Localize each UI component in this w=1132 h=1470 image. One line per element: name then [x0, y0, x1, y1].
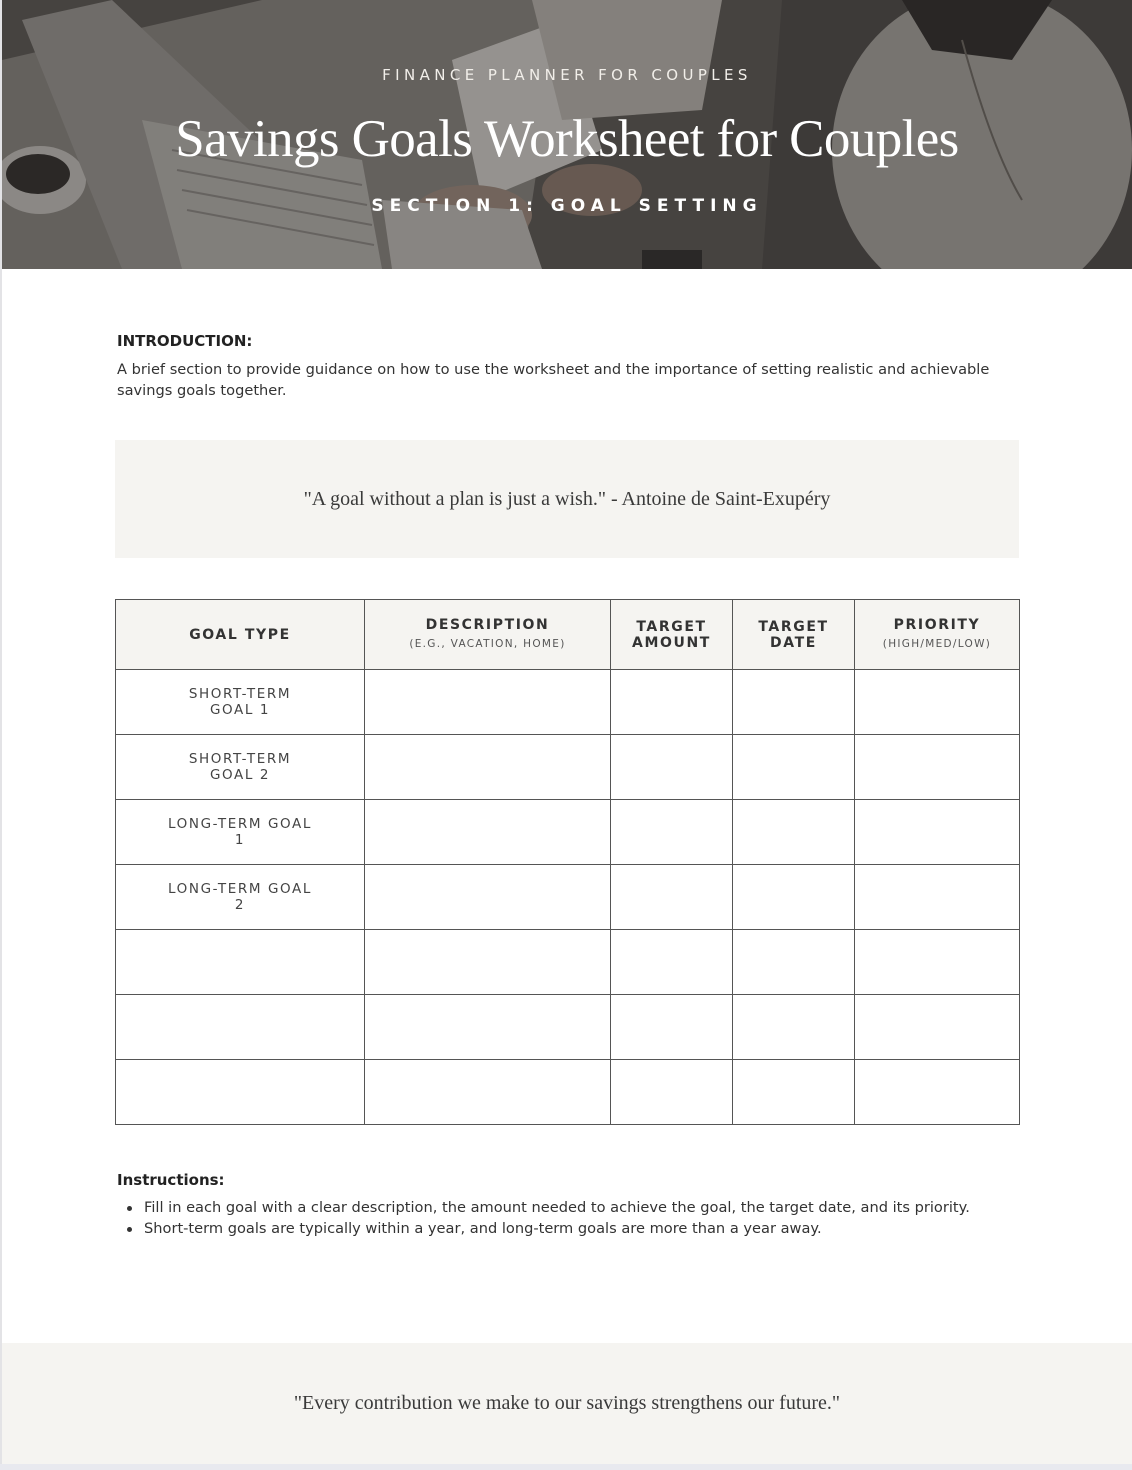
header-goal-type — [116, 600, 365, 670]
header-target-date — [733, 600, 855, 670]
header-title: TARGET DATE — [758, 618, 829, 651]
priority-cell[interactable] — [855, 800, 1020, 865]
goal-type-cell[interactable] — [116, 670, 365, 735]
goal-type-cell[interactable] — [116, 800, 365, 865]
header-title: DESCRIPTION — [425, 617, 550, 633]
description-cell[interactable] — [365, 995, 611, 1060]
header-target-amount — [611, 600, 733, 670]
table-row — [116, 800, 1020, 865]
table-header-row — [116, 600, 1020, 670]
goal-type-label: LONG-TERM GOAL 1 — [168, 816, 312, 848]
description-cell[interactable] — [365, 865, 611, 930]
priority-cell[interactable] — [855, 1060, 1020, 1125]
header-priority — [855, 600, 1020, 670]
goal-type-cell[interactable] — [116, 1060, 365, 1125]
header-title: PRIORITY — [893, 617, 981, 633]
target-amount-cell[interactable] — [611, 735, 733, 800]
list-item: Fill in each goal with a clear description, the amount needed to achieve the goal, the target date, and its priority. — [144, 1197, 984, 1218]
table-row — [116, 865, 1020, 930]
header-title: GOAL TYPE — [189, 626, 291, 643]
table-row — [116, 735, 1020, 800]
quote-box — [115, 440, 1019, 558]
priority-cell[interactable] — [855, 735, 1020, 800]
description-cell[interactable] — [365, 800, 611, 865]
hero-kicker: FINANCE PLANNER FOR COUPLES — [382, 66, 752, 84]
priority-cell[interactable] — [855, 865, 1020, 930]
goals-table — [115, 599, 1020, 1125]
target-amount-cell[interactable] — [611, 1060, 733, 1125]
instructions-list — [144, 1197, 984, 1239]
priority-cell[interactable] — [855, 930, 1020, 995]
target-date-cell[interactable] — [733, 735, 855, 800]
goal-type-cell[interactable] — [116, 865, 365, 930]
intro-heading: INTRODUCTION: — [117, 332, 253, 350]
goal-type-label: LONG-TERM GOAL 2 — [168, 881, 312, 913]
quote-text: "A goal without a plan is just a wish." - Antoine de Saint-Exupéry — [303, 487, 831, 510]
goal-type-cell[interactable] — [116, 930, 365, 995]
description-cell[interactable] — [365, 735, 611, 800]
header-subtitle: (E.G., VACATION, HOME) — [409, 638, 566, 650]
target-amount-cell[interactable] — [611, 995, 733, 1060]
footer-banner — [2, 1343, 1132, 1464]
table-row — [116, 670, 1020, 735]
intro-body: A brief section to provide guidance on how to use the worksheet and the importance of setting realistic and achievable savings goals together. — [117, 361, 990, 399]
header-description — [365, 600, 611, 670]
target-date-cell[interactable] — [733, 865, 855, 930]
target-date-cell[interactable] — [733, 995, 855, 1060]
list-item: Short-term goals are typically within a year, and long-term goals are more than a year away. — [144, 1218, 984, 1239]
target-date-cell[interactable] — [733, 1060, 855, 1125]
priority-cell[interactable] — [855, 670, 1020, 735]
target-amount-cell[interactable] — [611, 670, 733, 735]
section-title: SECTION 1: GOAL SETTING — [371, 196, 763, 216]
target-amount-cell[interactable] — [611, 930, 733, 995]
description-cell[interactable] — [365, 1060, 611, 1125]
bottom-strip — [0, 1464, 1132, 1470]
table-row — [116, 930, 1020, 995]
target-date-cell[interactable] — [733, 670, 855, 735]
goal-type-label: SHORT-TERM GOAL 1 — [188, 686, 292, 718]
goal-type-cell[interactable] — [116, 735, 365, 800]
goal-type-cell[interactable] — [116, 995, 365, 1060]
target-amount-cell[interactable] — [611, 800, 733, 865]
footer-quote: "Every contribution we make to our savings strengthens our future." — [293, 1392, 841, 1414]
instructions-heading: Instructions: — [117, 1171, 225, 1189]
header-title: TARGET AMOUNT — [632, 618, 711, 651]
target-amount-cell[interactable] — [611, 865, 733, 930]
header-subtitle: (HIGH/MED/LOW) — [882, 638, 992, 650]
goal-type-label: SHORT-TERM GOAL 2 — [188, 751, 292, 783]
description-cell[interactable] — [365, 930, 611, 995]
hero-banner — [2, 0, 1132, 269]
description-cell[interactable] — [365, 670, 611, 735]
table-row — [116, 995, 1020, 1060]
target-date-cell[interactable] — [733, 930, 855, 995]
page-title: Savings Goals Worksheet for Couples — [175, 110, 959, 168]
priority-cell[interactable] — [855, 995, 1020, 1060]
table-row — [116, 1060, 1020, 1125]
target-date-cell[interactable] — [733, 800, 855, 865]
